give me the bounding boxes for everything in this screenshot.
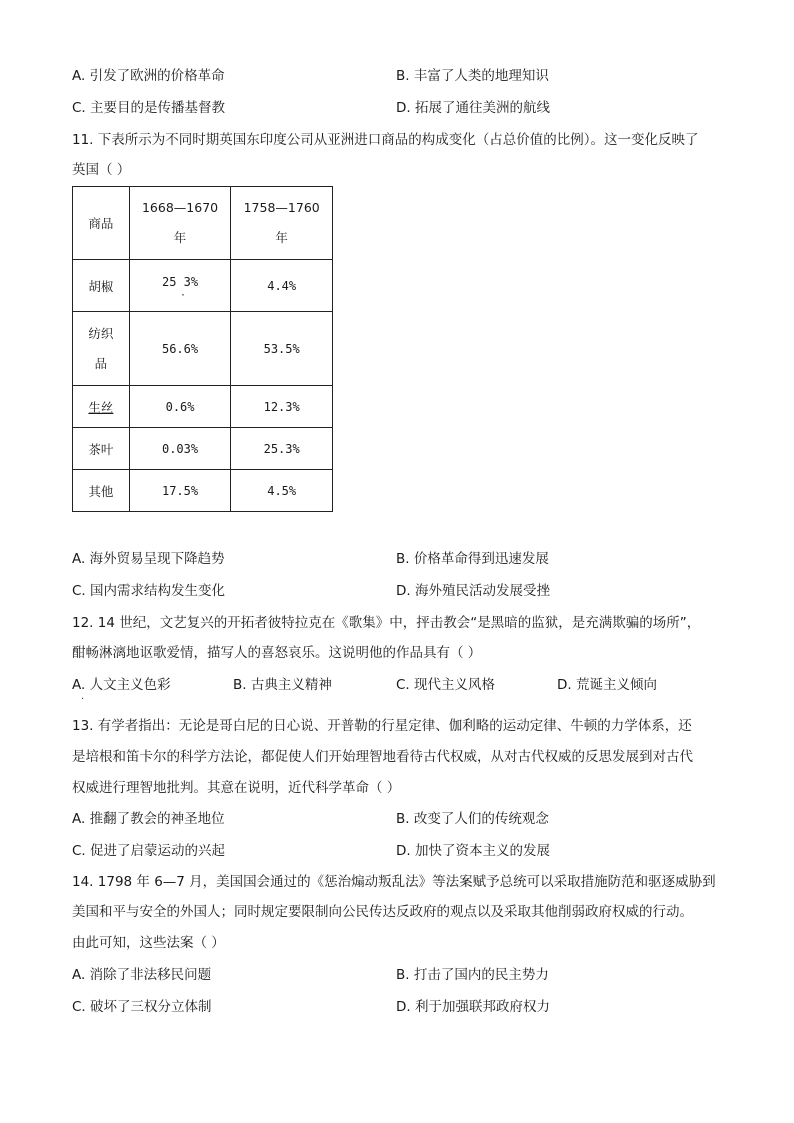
q12-stem-line1: 12. 14 世纪，文艺复兴的开拓者彼特拉克在《歌集》中，抨击教会“是黑暗的监狱，是充满欺骗的场所”， — [72, 615, 701, 631]
cell-value: 12.3% — [231, 386, 333, 428]
cell-value: 4.4% — [231, 260, 333, 312]
q10-option-b: B. 丰富了人类的地理知识 — [396, 68, 549, 84]
q14-option-c: C. 破坏了三权分立体制 — [72, 999, 212, 1015]
table-row — [73, 428, 333, 470]
q10-option-a: A. 引发了欧洲的价格革命 — [72, 68, 225, 84]
q14-stem-line2: 美国和平与安全的外国人；同时规定要限制向公民传达反政府的观点以及采取其他削弱政府权威的行动。 — [72, 904, 693, 920]
q13-option-c: C. 促进了启蒙运动的兴起 — [72, 843, 226, 859]
q14-option-a: A. 消除了非法移民问题 — [72, 967, 212, 983]
q11-option-b: B. 价格革命得到迅速发展 — [396, 551, 549, 567]
header-period-1: 1668—1670 年 — [129, 187, 231, 260]
cell-value: 56.6% — [129, 312, 231, 386]
table-row — [73, 312, 333, 386]
header-period-2: 1758—1760 年 — [231, 187, 333, 260]
q12-option-b: B. 古典主义精神 — [233, 677, 332, 693]
q11-stem-line2: 英国（ ） — [72, 162, 131, 178]
cell-value: 25.3% — [231, 428, 333, 470]
q12-option-c: C. 现代主义风格 — [396, 677, 496, 693]
q10-option-c: C. 主要目的是传播基督教 — [72, 100, 226, 116]
q13-option-a: A. 推翻了教会的神圣地位 — [72, 811, 225, 827]
q14-stem-line3: 由此可知，这些法案（ ） — [72, 935, 225, 951]
q10-option-d: D. 拓展了通往美洲的航线 — [396, 100, 550, 116]
cell-value: 0.6% — [129, 386, 231, 428]
table-row — [73, 260, 333, 312]
cell-value: 4.5% — [231, 470, 333, 512]
q13-stem-line3: 权威进行理智地批判。其意在说明，近代科学革命（ ） — [72, 780, 401, 796]
q11-stem-line1: 11. 下表所示为不同时期英国东印度公司从亚洲进口商品的构成变化（占总价值的比例）。这一变化反映了 — [72, 132, 699, 148]
table-row — [73, 470, 333, 512]
cell-value: 53.5% — [231, 312, 333, 386]
table-header-row — [73, 187, 333, 260]
cell-value: 25 3% · — [129, 260, 231, 312]
stray-dot-mark: · — [81, 694, 85, 705]
cell-item: 茶叶 — [73, 428, 130, 470]
table-row — [73, 386, 333, 428]
q13-stem-line2: 是培根和笛卡尔的科学方法论，都促使人们开始理智地看待古代权威，从对古代权威的反思发展到对古代 — [72, 749, 693, 765]
q14-option-b: B. 打击了国内的民主势力 — [396, 967, 549, 983]
cell-item: 其他 — [73, 470, 130, 512]
q11-option-d: D. 海外殖民活动发展受挫 — [396, 583, 550, 599]
q14-option-d: D. 利于加强联邦政府权力 — [396, 999, 550, 1015]
header-item: 商品 — [73, 187, 130, 260]
q14-stem-line1: 14. 1798 年 6—7 月，美国国会通过的《惩治煽动叛乱法》等法案赋予总统可以采取措施防范和驱逐威胁到 — [72, 874, 716, 890]
q12-option-a: A. 人文主义色彩 — [72, 677, 171, 693]
q12-option-d: D. 荒诞主义倾向 — [557, 677, 657, 693]
cell-item: 生丝 — [73, 386, 130, 428]
cell-item: 胡椒 — [73, 260, 130, 312]
cell-value: 0.03% — [129, 428, 231, 470]
q11-option-c: C. 国内需求结构发生变化 — [72, 583, 226, 599]
import-composition-table — [72, 186, 333, 512]
cell-value: 17.5% — [129, 470, 231, 512]
stray-dot-mark: · — [180, 290, 187, 301]
q13-option-b: B. 改变了人们的传统观念 — [396, 811, 549, 827]
cell-item: 纺织 品 — [73, 312, 130, 386]
q13-stem-line1: 13. 有学者指出：无论是哥白尼的日心说、开普勒的行星定律、伽利略的运动定律、牛顿的力学体系，还 — [72, 718, 692, 734]
q12-stem-line2: 酣畅淋漓地讴歌爱情，描写人的喜怒哀乐。这说明他的作品具有（ ） — [72, 645, 482, 661]
q11-option-a: A. 海外贸易呈现下降趋势 — [72, 551, 225, 567]
q13-option-d: D. 加快了资本主义的发展 — [396, 843, 550, 859]
